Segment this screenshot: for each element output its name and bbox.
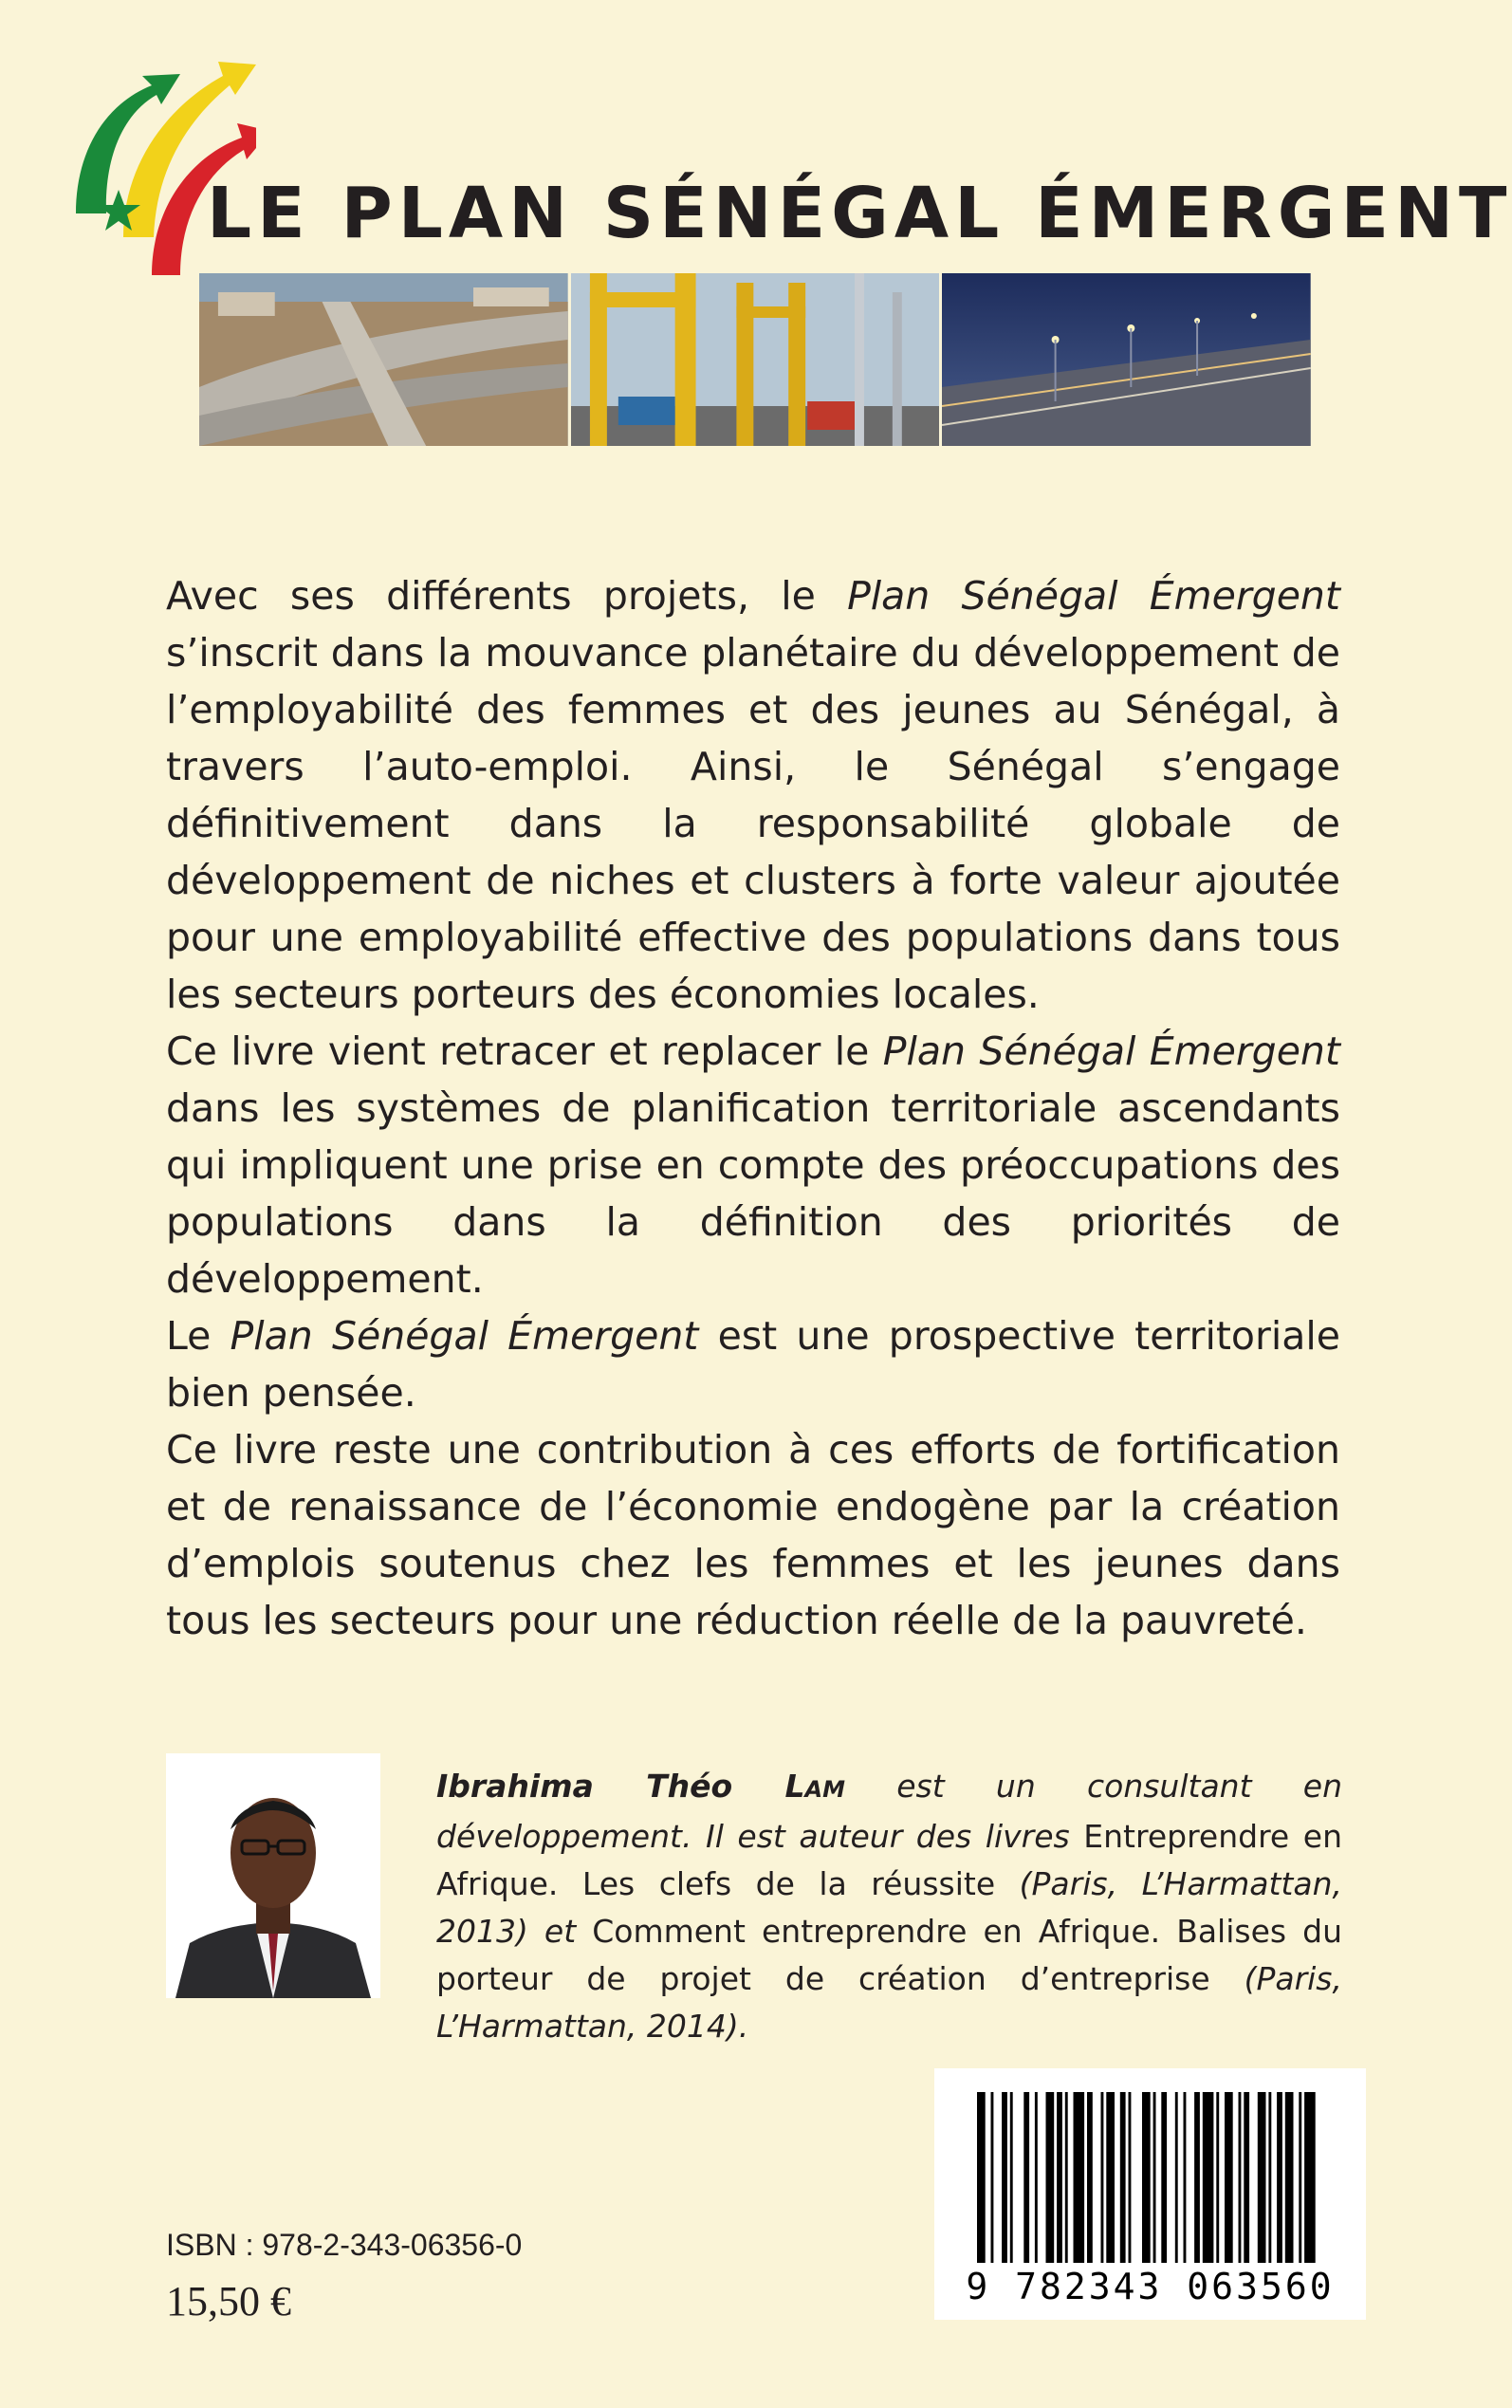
blurb-paragraph: Le Plan Sénégal Émergent est une prospective territoriale bien pensée.: [166, 1313, 1340, 1416]
author-photo: [166, 1753, 380, 1998]
port-cranes-photo: [571, 273, 940, 446]
barcode-bars: [934, 2068, 1366, 2268]
author-bio: Ibrahima Théo LAM est un consultant en développement. Il est auteur des livres Entreprendre en Afrique. Les clefs de la réussite (Paris, L’Harmattan, 2013) et Comment entreprendre en Afrique. Balises du porteur de projet de création d’entreprise (Paris, L’Harmattan, 2014).: [436, 1768, 1343, 2045]
blurb-paragraph: Avec ses différents projets, le Plan Sénégal Émergent s’inscrit dans la mouvance planétaire du développement de l’employabilité des femmes et des jeunes au Sénégal, à travers l’auto-emploi. Ainsi, le Sénégal s’engage définitivement dans la responsabilité globale de développement de niches et clusters à forte valeur ajoutée pour une employabilité effective des populations dans tous les secteurs porteurs des économies locales.: [166, 573, 1340, 1017]
night-highway-photo: [942, 273, 1311, 446]
blurb-paragraph: Ce livre reste une contribution à ces efforts de fortification et de renaissance de l’économie endogène par la création d’emplois soutenus chez les femmes et les jeunes dans tous les secteurs pour une réduction réelle de la pauvreté.: [166, 1427, 1340, 1643]
highway-interchange-photo: [199, 273, 568, 446]
series-title: LE PLAN SÉNÉGAL ÉMERGENT: [207, 173, 1512, 254]
price: 15,50 €: [166, 2278, 291, 2325]
barcode: [934, 2068, 1366, 2320]
isbn: ISBN : 978-2-343-06356-0: [166, 2228, 523, 2262]
back-cover-blurb: [166, 567, 1340, 1649]
photo-strip: [199, 273, 1311, 446]
barcode-digits: 9 782343 063560: [966, 2266, 1335, 2307]
blurb-paragraph: Ce livre vient retracer et replacer le Plan Sénégal Émergent dans les systèmes de planification territoriale ascendants qui impliquent une prise en compte des préoccupations des populations dans la définition des priorités de développement.: [166, 1028, 1340, 1302]
